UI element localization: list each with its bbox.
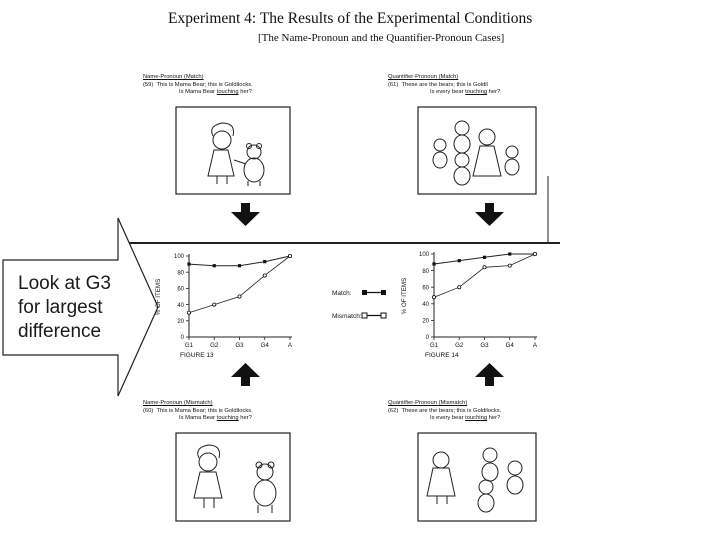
match-data-point bbox=[187, 263, 190, 266]
mismatch-data-point bbox=[533, 252, 536, 255]
qp-mismatch-heading: Quantifier-Pronoun (Mismatch) bbox=[388, 400, 468, 406]
y-tick-label: 60 bbox=[177, 286, 184, 293]
mismatch-data-point bbox=[238, 295, 241, 298]
x-tick-label: G4 bbox=[260, 342, 269, 349]
match-data-point bbox=[483, 256, 486, 259]
x-tick-label: A bbox=[532, 342, 538, 349]
legend-mismatch-marker bbox=[381, 313, 386, 318]
up-arrow-icon bbox=[475, 363, 504, 386]
y-tick-label: 0 bbox=[425, 335, 429, 342]
legend-match-marker bbox=[381, 290, 386, 295]
page-subtitle: [The Name-Pronoun and the Quantifier-Pronoun Cases] bbox=[258, 32, 505, 44]
qp-mismatch-line2-prefix: Is every bear bbox=[430, 415, 466, 421]
figure-14-line-chart bbox=[401, 252, 538, 349]
np-mismatch-line2-prefix: Is Mama Bear bbox=[179, 415, 217, 421]
x-tick-label: A bbox=[287, 342, 293, 349]
legend-mismatch-label: Mismatch: bbox=[332, 313, 362, 320]
qp-match-heading: Quantifier-Pronoun (Match) bbox=[388, 74, 459, 80]
x-tick-label: G2 bbox=[210, 342, 219, 349]
qp-match-line2-prefix: Is every bear bbox=[430, 89, 466, 95]
goldilocks-touching-bear-drawing bbox=[208, 123, 264, 186]
y-tick-label: 100 bbox=[418, 252, 429, 259]
mismatch-data-point bbox=[508, 264, 511, 267]
figure-14-caption: FIGURE 14 bbox=[425, 352, 459, 359]
y-tick-label: 80 bbox=[177, 270, 184, 277]
legend-match-marker bbox=[362, 290, 367, 295]
up-arrow-icon bbox=[231, 363, 260, 386]
y-tick-label: 80 bbox=[422, 268, 429, 275]
np-match-line2-verb: touching bbox=[216, 89, 239, 95]
page-title: Experiment 4: The Results of the Experimental Conditions bbox=[168, 10, 533, 27]
qp-match-number: (61) bbox=[388, 81, 399, 88]
qp-mismatch-line2-suffix: her? bbox=[487, 415, 501, 421]
match-data-point bbox=[508, 252, 511, 255]
x-tick-label: G3 bbox=[480, 342, 489, 349]
np-mismatch-line2-suffix: her? bbox=[238, 415, 252, 421]
np-mismatch-number: (60) bbox=[143, 407, 154, 414]
legend-match-label: Match: bbox=[332, 290, 352, 297]
legend-mismatch-marker bbox=[362, 313, 367, 318]
mismatch-data-point bbox=[432, 296, 435, 299]
y-axis-label: % OF ITEMS bbox=[401, 277, 408, 315]
y-tick-label: 60 bbox=[422, 285, 429, 292]
x-tick-label: G3 bbox=[235, 342, 244, 349]
bears-group-touching-drawing bbox=[433, 121, 519, 185]
np-match-heading: Name-Pronoun (Match) bbox=[143, 74, 204, 80]
match-data-point bbox=[263, 260, 266, 263]
qp-mismatch-line1: These are the bears; this is Goldilocks. bbox=[401, 407, 502, 414]
mismatch-data-point bbox=[213, 303, 216, 306]
x-tick-label: G1 bbox=[184, 342, 194, 349]
callout-text: Look at G3 for largest difference bbox=[18, 273, 111, 342]
match-data-point bbox=[432, 262, 435, 265]
np-match-illustration-frame bbox=[176, 107, 290, 194]
x-tick-label: G4 bbox=[505, 342, 514, 349]
y-tick-label: 100 bbox=[173, 254, 184, 261]
mismatch-data-point bbox=[187, 311, 190, 314]
np-mismatch-line1: This is Mama Bear; this is Goldilocks. bbox=[156, 407, 253, 414]
match-data-point bbox=[458, 259, 461, 262]
np-mismatch-illustration-frame bbox=[176, 433, 290, 521]
y-tick-label: 20 bbox=[422, 318, 429, 325]
y-tick-label: 40 bbox=[422, 302, 429, 308]
np-match-line2-suffix: her? bbox=[238, 89, 252, 95]
mismatch-data-point bbox=[263, 274, 266, 277]
goldilocks-and-bear-apart-drawing bbox=[194, 445, 276, 513]
chart-legend bbox=[332, 290, 386, 320]
np-mismatch-heading: Name-Pronoun (Mismatch) bbox=[143, 400, 213, 406]
match-data-point bbox=[238, 264, 241, 267]
np-match-line1: This is Mama Bear; this is Goldilocks. bbox=[156, 81, 253, 88]
match-data-point bbox=[213, 264, 216, 267]
x-tick-label: G2 bbox=[455, 342, 464, 349]
mismatch-data-point bbox=[288, 254, 291, 257]
qp-match-line2-verb: touching bbox=[465, 89, 488, 95]
np-match-line2-prefix: Is Mama Bear bbox=[179, 89, 217, 95]
mismatch-data-point bbox=[483, 266, 486, 269]
y-tick-label: 20 bbox=[177, 319, 184, 325]
match-series-line bbox=[434, 254, 535, 264]
qp-match-line2-suffix: her? bbox=[487, 89, 501, 95]
np-mismatch-line2-verb: touching bbox=[216, 415, 239, 421]
x-tick-label: G1 bbox=[429, 342, 439, 349]
figure-13-line-chart bbox=[155, 254, 293, 349]
down-arrow-icon bbox=[231, 203, 260, 226]
bears-group-apart-drawing bbox=[427, 448, 523, 512]
qp-match-line1: These are the bears; this is Goldil bbox=[401, 81, 488, 88]
qp-mismatch-line2-verb: touching bbox=[465, 415, 488, 421]
figure-13-caption: FIGURE 13 bbox=[180, 352, 214, 359]
y-axis-label: % OF ITEMS bbox=[155, 278, 162, 316]
mismatch-series-line bbox=[434, 254, 535, 297]
y-tick-label: 40 bbox=[177, 302, 184, 309]
np-match-number: (59) bbox=[143, 81, 154, 88]
qp-mismatch-number: (62) bbox=[388, 407, 399, 414]
mismatch-data-point bbox=[458, 286, 461, 289]
down-arrow-icon bbox=[475, 203, 504, 226]
y-tick-label: 0 bbox=[180, 335, 184, 342]
